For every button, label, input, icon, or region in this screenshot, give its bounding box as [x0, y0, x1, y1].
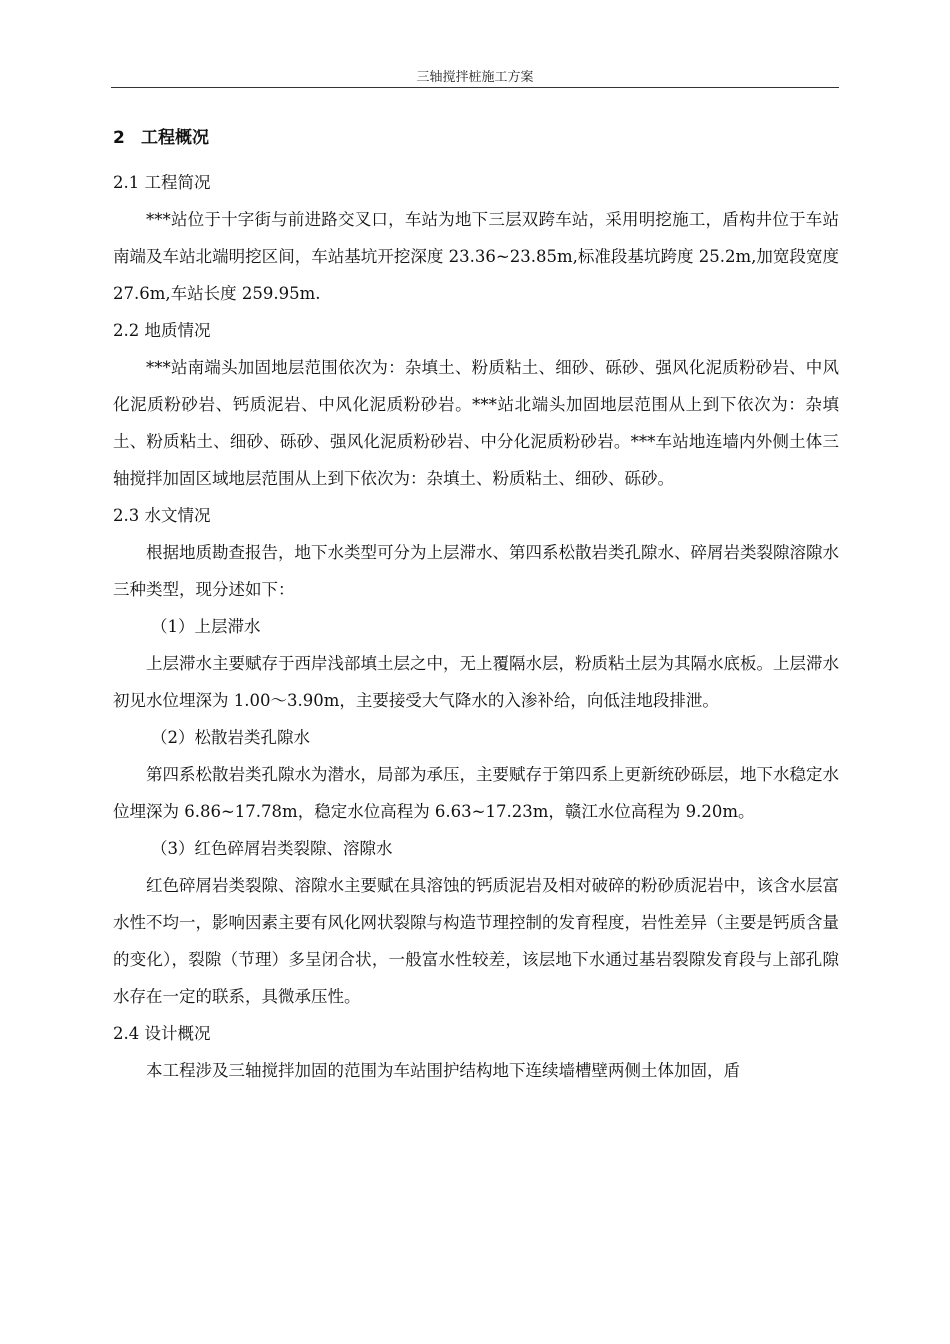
- hydrology-subtitle-2: （2）松散岩类孔隙水: [151, 728, 310, 747]
- subsection-heading-2-1: 2.1 工程简况: [113, 173, 211, 192]
- paragraph-geology: ***站南端头加固地层范围依次为：杂填土、粉质粘土、细砂、砾砂、强风化泥质粉砂岩、中风化泥质粉砂岩、钙质泥岩、中风化泥质粉砂岩。***站北端头加固地层范围从上到下依次为：杂填土、粉质粘土、细砂、砾砂、强风化泥质粉砂岩、中分化泥质粉砂岩。***车站地连墙内外侧土体三轴搅拌加固区域地层范围从上到下依次为：杂填土、粉质粘土、细砂、砾砂。: [113, 358, 839, 488]
- subsection-heading-2-3: 2.3 水文情况: [113, 506, 211, 525]
- paragraph-hydrology-intro: 根据地质勘查报告，地下水类型可分为上层滞水、第四系松散岩类孔隙水、碎屑岩类裂隙溶隙水三种类型，现分述如下：: [113, 543, 839, 599]
- paragraph-pore-water: 第四系松散岩类孔隙水为潜水，局部为承压，主要赋存于第四系上更新统砂砾层，地下水稳定水位埋深为 6.86~17.78m，稳定水位高程为 6.63~17.23m，赣江水位高程为 9.20m。: [113, 765, 839, 821]
- hydrology-subtitle-1: （1）上层滞水: [151, 617, 261, 636]
- paragraph-perched-water: 上层滞水主要赋存于西岸浅部填土层之中，无上覆隔水层，粉质粘土层为其隔水底板。上层滞水初见水位埋深为 1.00～3.90m，主要接受大气降水的入渗补给，向低洼地段排泄。: [113, 654, 839, 710]
- paragraph-design-summary: 本工程涉及三轴搅拌加固的范围为车站围护结构地下连续墙槽壁两侧土体加固，盾: [146, 1061, 740, 1080]
- header-divider: [111, 87, 839, 88]
- section-title: 工程概况: [141, 128, 209, 148]
- paragraph-fissure-water: 红色碎屑岩类裂隙、溶隙水主要赋在具溶蚀的钙质泥岩及相对破碎的粉砂质泥岩中，该含水层富水性不均一，影响因素主要有风化网状裂隙与构造节理控制的发育程度，岩性差异（主要是钙质含量的变化），裂隙（节理）多呈闭合状，一般富水性较差，该层地下水通过基岩裂隙发育段与上部孔隙水存在一定的联系，具微承压性。: [113, 876, 839, 1006]
- hydrology-subtitle-3: （3）红色碎屑岩类裂隙、溶隙水: [151, 839, 393, 858]
- page-header: 三轴搅拌桩施工方案: [416, 70, 534, 85]
- section-number: 2: [113, 128, 125, 148]
- paragraph-project-summary: ***站位于十字街与前进路交叉口，车站为地下三层双跨车站，采用明挖施工，盾构井位于车站南端及车站北端明挖区间，车站基坑开挖深度 23.36~23.85m,标准段基坑跨度 25.2m,加宽段宽度 27.6m,车站长度 259.95m.: [113, 210, 839, 303]
- document-body: [113, 118, 839, 1089]
- section-heading: [113, 118, 839, 158]
- subsection-heading-2-2: 2.2 地质情况: [113, 321, 211, 340]
- subsection-heading-2-4: 2.4 设计概况: [113, 1024, 211, 1043]
